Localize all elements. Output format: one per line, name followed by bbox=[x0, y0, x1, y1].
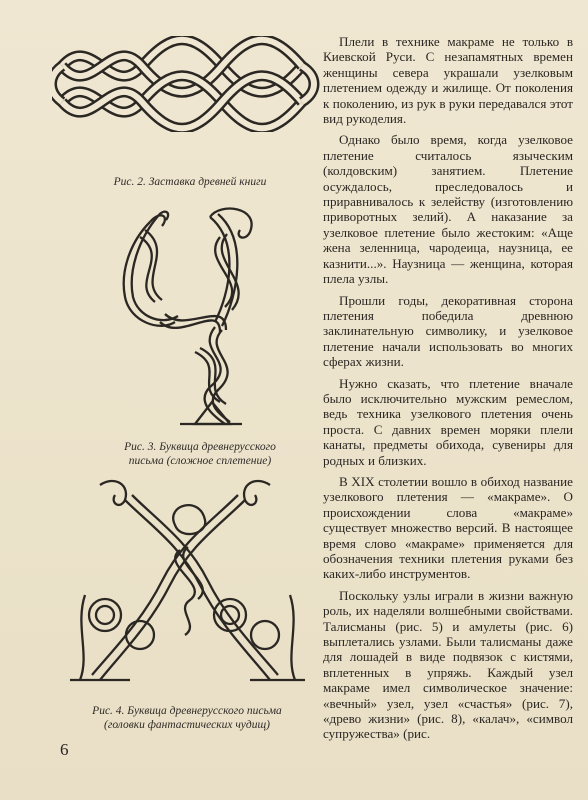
figure-4-caption-line-1: Рис. 4. Буквица древнерусского письма bbox=[92, 705, 282, 717]
paragraph: Нужно сказать, что плетение вначале было исключительно мужским ремеслом, ведь техника узелкового плетения очень проста. С давних времен моряки плели канаты, предметы обихода, сувениры для родных и близких. bbox=[323, 375, 573, 468]
figure-3-caption bbox=[100, 440, 300, 468]
border-ornament-figure bbox=[52, 36, 322, 132]
figure-2-caption: Рис. 2. Заставка древней книги bbox=[113, 176, 267, 188]
figure-3-caption-line-1: Рис. 3. Буквица древнерусского bbox=[124, 441, 276, 453]
interlaced-letter-zh-with-beasts-icon bbox=[70, 475, 310, 685]
body-text-column bbox=[323, 34, 573, 748]
figure-4-caption bbox=[72, 704, 302, 732]
interlaced-letter-ch-icon bbox=[100, 202, 275, 430]
interlace-border-ornament-icon bbox=[52, 36, 322, 132]
paragraph: Однако было время, когда узелковое плетение считалось языческим (колдовским) занятием. Плетение осуждалось, преследовалось и приравнивалось к зелейству (изготовлению приворотных зелий). А наказание за узелковое плетение было жестоким: «Аще жена зеленница, чародеица, наузница, ее казнити...». Наузница — женщина, которая плела узлы. bbox=[323, 132, 573, 287]
paragraph: Прошли годы, декоративная сторона плетения победила древнюю заклинательную символику, и узелковое плетение начали использовать во многих сферах жизни. bbox=[323, 292, 573, 370]
letter-zh-figure bbox=[70, 475, 310, 685]
figure-4-caption-line-2: (головки фантастических чудищ) bbox=[104, 719, 270, 731]
paragraph: Плели в технике макраме не только в Киевской Руси. С незапамятных времен женщины севера украшали узелковым плетением одежду и жилище. От поколения к поколению, из рук в руки передавался этот вид рукоделия. bbox=[323, 34, 573, 127]
figure-3-caption-line-2: письма (сложное сплетение) bbox=[128, 455, 272, 467]
paragraph: Поскольку узлы играли в жизни важную роль, их наделяли волшебными свойствами. Талисманы (рис. 5) и амулеты (рис. 6) выплетались узлами. Были талисманы даже для лошадей в виде подвязок с кистями, вплетенных в упряжь. Каждый узел макраме имел символическое значение: «вечный» узел, узел «счастья» (рис. 7), «древо жизни» (рис. 8), «калач», «символ супружества» (рис. bbox=[323, 587, 573, 742]
paragraph: В XIX столетии вошло в обиход название узелкового плетения — «макраме». О происхождении слова «макраме» существует множество версий. В настоящее время слово «макраме» применяется для обозначения техники плетения руками без каких-либо инструментов. bbox=[323, 473, 573, 582]
letter-ch-figure bbox=[100, 202, 275, 430]
page-number: 6 bbox=[60, 740, 69, 759]
